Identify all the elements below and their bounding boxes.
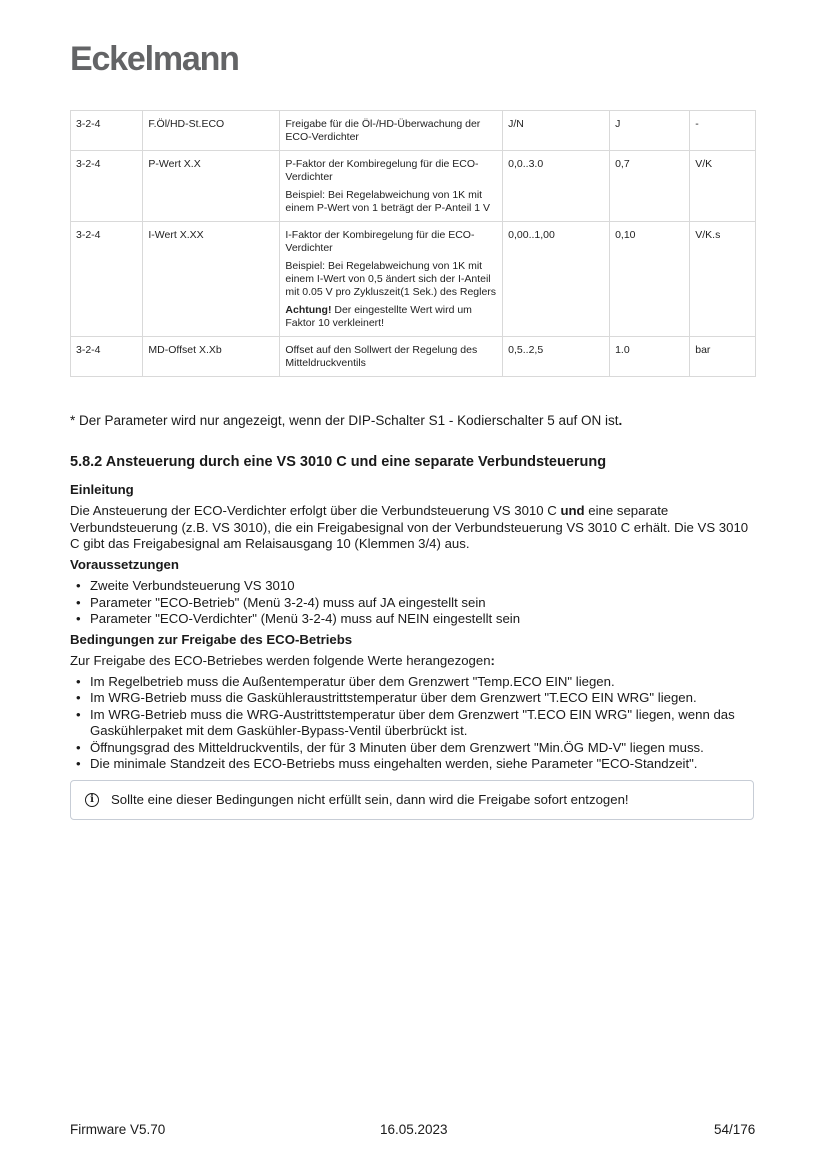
- menu-cell: 3-2-4: [71, 111, 143, 151]
- param-cell: MD-Offset X.Xb: [143, 337, 280, 377]
- table-footnote: [70, 413, 622, 428]
- desc-example: Beispiel: Bei Regelabweichung von 1K mit einem P-Wert von 1 beträgt der P-Anteil 1 V: [285, 189, 491, 214]
- table-row: [71, 337, 756, 377]
- conditions-intro: [70, 653, 760, 670]
- desc-text: P-Faktor der Kombiregelung für die ECO-Verdichter: [285, 158, 479, 183]
- footnote-end: .: [618, 413, 623, 428]
- menu-cell: 3-2-4: [71, 222, 143, 337]
- desc-warning: [285, 304, 497, 330]
- table-row: [71, 111, 756, 151]
- intro-text-1: Die Ansteuerung der ECO-Verdichter erfolgt über die Verbundsteuerung VS 3010 C: [70, 503, 561, 518]
- intro-heading: Einleitung: [70, 481, 134, 497]
- unit-cell: V/K.s: [690, 222, 756, 337]
- intro-text-2: eine separate Verbundsteuerung (z.B. VS 3010), die ein Freigabesignal von der Verbundsteuerung VS 3010 C erhält. Die VS 3010 C gibt das Freigabesignal am Relaisausgang 10 (Klemmen 3/4) aus.: [70, 503, 749, 551]
- footer-page-number: 54/176: [714, 1122, 756, 1137]
- desc-text: Offset auf den Sollwert der Regelung des Mitteldruckventils: [285, 344, 478, 369]
- desc-text: I-Faktor der Kombiregelung für die ECO-Verdichter: [285, 229, 475, 254]
- conditions-list: [70, 674, 760, 773]
- intro-bold: und: [560, 503, 585, 518]
- desc-cell: [280, 111, 503, 151]
- range-cell: 0,5..2,5: [503, 337, 610, 377]
- unit-cell: bar: [690, 337, 756, 377]
- list-item: • Im WRG-Betrieb muss die WRG-Austrittstemperatur über dem Grenzwert "T.ECO EIN WRG" liegen, wenn das Gaskühlerpaket mit dem Gaskühler-Bypass-Ventil überbrückt ist.: [90, 707, 760, 740]
- section-title: 5.8.2 Ansteuerung durch eine VS 3010 C und eine separate Verbundsteuerung: [70, 454, 607, 470]
- desc-cell: [280, 151, 503, 222]
- conditions-heading: Bedingungen zur Freigabe des ECO-Betriebs: [70, 631, 353, 647]
- prereq-list: [70, 578, 760, 628]
- parameter-table: [70, 110, 756, 377]
- range-cell: 0,0..3.0: [503, 151, 610, 222]
- range-cell: 0,00..1,00: [503, 222, 610, 337]
- default-cell: 0,7: [610, 151, 690, 222]
- info-icon: i: [85, 793, 99, 807]
- eckelmann-logo: Eckelmann: [70, 40, 239, 78]
- desc-cell: [280, 222, 503, 337]
- info-note: [70, 780, 754, 821]
- list-item: • Parameter "ECO-Verdichter" (Menü 3-2-4) muss auf NEIN eingestellt sein: [90, 611, 760, 628]
- list-item: • Parameter "ECO-Betrieb" (Menü 3-2-4) muss auf JA eingestellt sein: [90, 595, 760, 612]
- desc-cell: [280, 337, 503, 377]
- menu-cell: 3-2-4: [71, 151, 143, 222]
- intro-paragraph: [70, 503, 760, 553]
- list-item: • Im Regelbetrieb muss die Außentemperatur über dem Grenzwert "Temp.ECO EIN" liegen.: [90, 674, 760, 691]
- prereq-heading: Voraussetzungen: [70, 556, 179, 572]
- param-cell: F.Öl/HD-St.ECO: [143, 111, 280, 151]
- footer-date: 16.05.2023: [380, 1122, 448, 1137]
- conditions-intro-text: Zur Freigabe des ECO-Betriebes werden folgende Werte herangezogen: [70, 653, 491, 668]
- param-cell: P-Wert X.X: [143, 151, 280, 222]
- footer-firmware: Firmware V5.70: [70, 1122, 166, 1137]
- info-note-text: Sollte eine dieser Bedingungen nicht erfüllt sein, dann wird die Freigabe sofort entzogen!: [111, 791, 629, 807]
- param-cell: I-Wert X.XX: [143, 222, 280, 337]
- menu-cell: 3-2-4: [71, 337, 143, 377]
- default-cell: 0,10: [610, 222, 690, 337]
- warning-text: Der eingestellte Wert wird um Faktor 10 verkleinert!: [285, 304, 472, 329]
- list-item: • Die minimale Standzeit des ECO-Betriebs muss eingehalten werden, siehe Parameter "ECO-Standzeit".: [90, 756, 760, 773]
- unit-cell: -: [690, 111, 756, 151]
- footnote-text: * Der Parameter wird nur angezeigt, wenn der DIP-Schalter S1 - Kodierschalter 5 auf ON ist: [70, 413, 619, 428]
- warning-label: Achtung!: [285, 304, 332, 316]
- table-row: [71, 222, 756, 337]
- list-item: • Im WRG-Betrieb muss die Gaskühleraustrittstemperatur über dem Grenzwert "T.ECO EIN WRG" liegen.: [90, 690, 760, 707]
- conditions-intro-colon: :: [490, 653, 495, 668]
- desc-text: Freigabe für die Öl-/HD-Überwachung der ECO-Verdichter: [285, 118, 481, 143]
- desc-example: Beispiel: Bei Regelabweichung von 1K mit einem I-Wert von 0,5 ändert sich der I-Anteil mit 0.05 V pro Zykluszeit(1 Sek.) des Reglers: [285, 260, 497, 298]
- unit-cell: V/K: [690, 151, 756, 222]
- table-row: [71, 151, 756, 222]
- default-cell: 1.0: [610, 337, 690, 377]
- range-cell: J/N: [503, 111, 610, 151]
- list-item: • Zweite Verbundsteuerung VS 3010: [90, 578, 760, 595]
- list-item: • Öffnungsgrad des Mitteldruckventils, der für 3 Minuten über dem Grenzwert "Min.ÖG MD-V" liegen muss.: [90, 740, 760, 757]
- default-cell: J: [610, 111, 690, 151]
- section-content: [70, 454, 760, 820]
